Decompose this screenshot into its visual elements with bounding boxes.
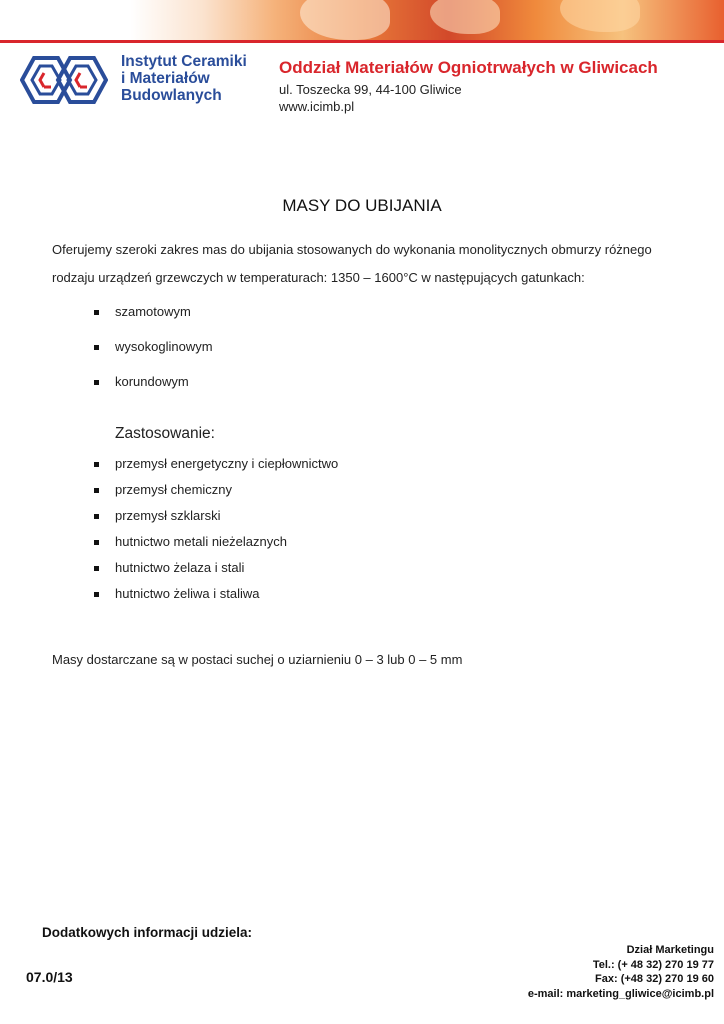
list-item: hutnictwo żelaza i stali (94, 560, 338, 586)
more-info-label: Dodatkowych informacji udziela: (42, 925, 253, 940)
intro-line: rodzaju urządzeń grzewczych w temperaturach: 1350 – 1600°C w następujących gatunkach: (52, 270, 585, 285)
list-item: przemysł chemiczny (94, 482, 338, 508)
header-divider (0, 40, 724, 43)
list-item: korundowym (94, 374, 213, 409)
institute-name-line: i Materiałów (121, 70, 210, 87)
intro-paragraph (52, 236, 692, 292)
list-item: hutnictwo żeliwa i staliwa (94, 586, 338, 612)
flame-shape (430, 0, 500, 34)
institute-name-line: Instytut Ceramiki (121, 53, 247, 70)
intro-line: Oferujemy szeroki zakres mas do ubijania stosowanych do wykonania monolitycznych obmurzy różnego (52, 242, 652, 257)
address-block (279, 81, 462, 115)
list-item: przemysł szklarski (94, 508, 338, 534)
contact-email[interactable]: e-mail: marketing_gliwice@icimb.pl (527, 987, 714, 1000)
flame-shape (560, 0, 640, 32)
fire-banner (0, 0, 724, 42)
institute-name (121, 53, 247, 104)
address: ul. Toszecka 99, 44-100 Gliwice (279, 82, 462, 97)
document-code: 07.0/13 (26, 969, 73, 985)
department-title: Oddział Materiałów Ogniotrwałych w Gliwicach (279, 58, 658, 77)
grades-list (94, 304, 213, 409)
contact-department: Dział Marketingu (626, 944, 714, 956)
icimb-logo-icon (20, 54, 108, 106)
institute-name-line: Budowlanych (121, 87, 222, 104)
contact-phone: Tel.: (+ 48 32) 270 19 77 (592, 958, 714, 971)
list-item: hutnictwo metali nieżelaznych (94, 534, 338, 560)
list-item: przemysł energetyczny i ciepłownictwo (94, 456, 338, 482)
contact-fax: Fax: (+48 32) 270 19 60 (595, 973, 714, 985)
contact-block (528, 943, 714, 1001)
page-title: MASY DO UBIJANIA (282, 196, 442, 215)
applications-heading: Zastosowanie: (115, 425, 215, 442)
list-item: wysokoglinowym (94, 339, 213, 374)
website-link[interactable]: www.icimb.pl (279, 99, 355, 114)
flame-shape (300, 0, 390, 40)
applications-list (94, 456, 338, 612)
list-item: szamotowym (94, 304, 213, 339)
delivery-note: Masy dostarczane są w postaci suchej o uziarnieniu 0 – 3 lub 0 – 5 mm (52, 652, 463, 667)
